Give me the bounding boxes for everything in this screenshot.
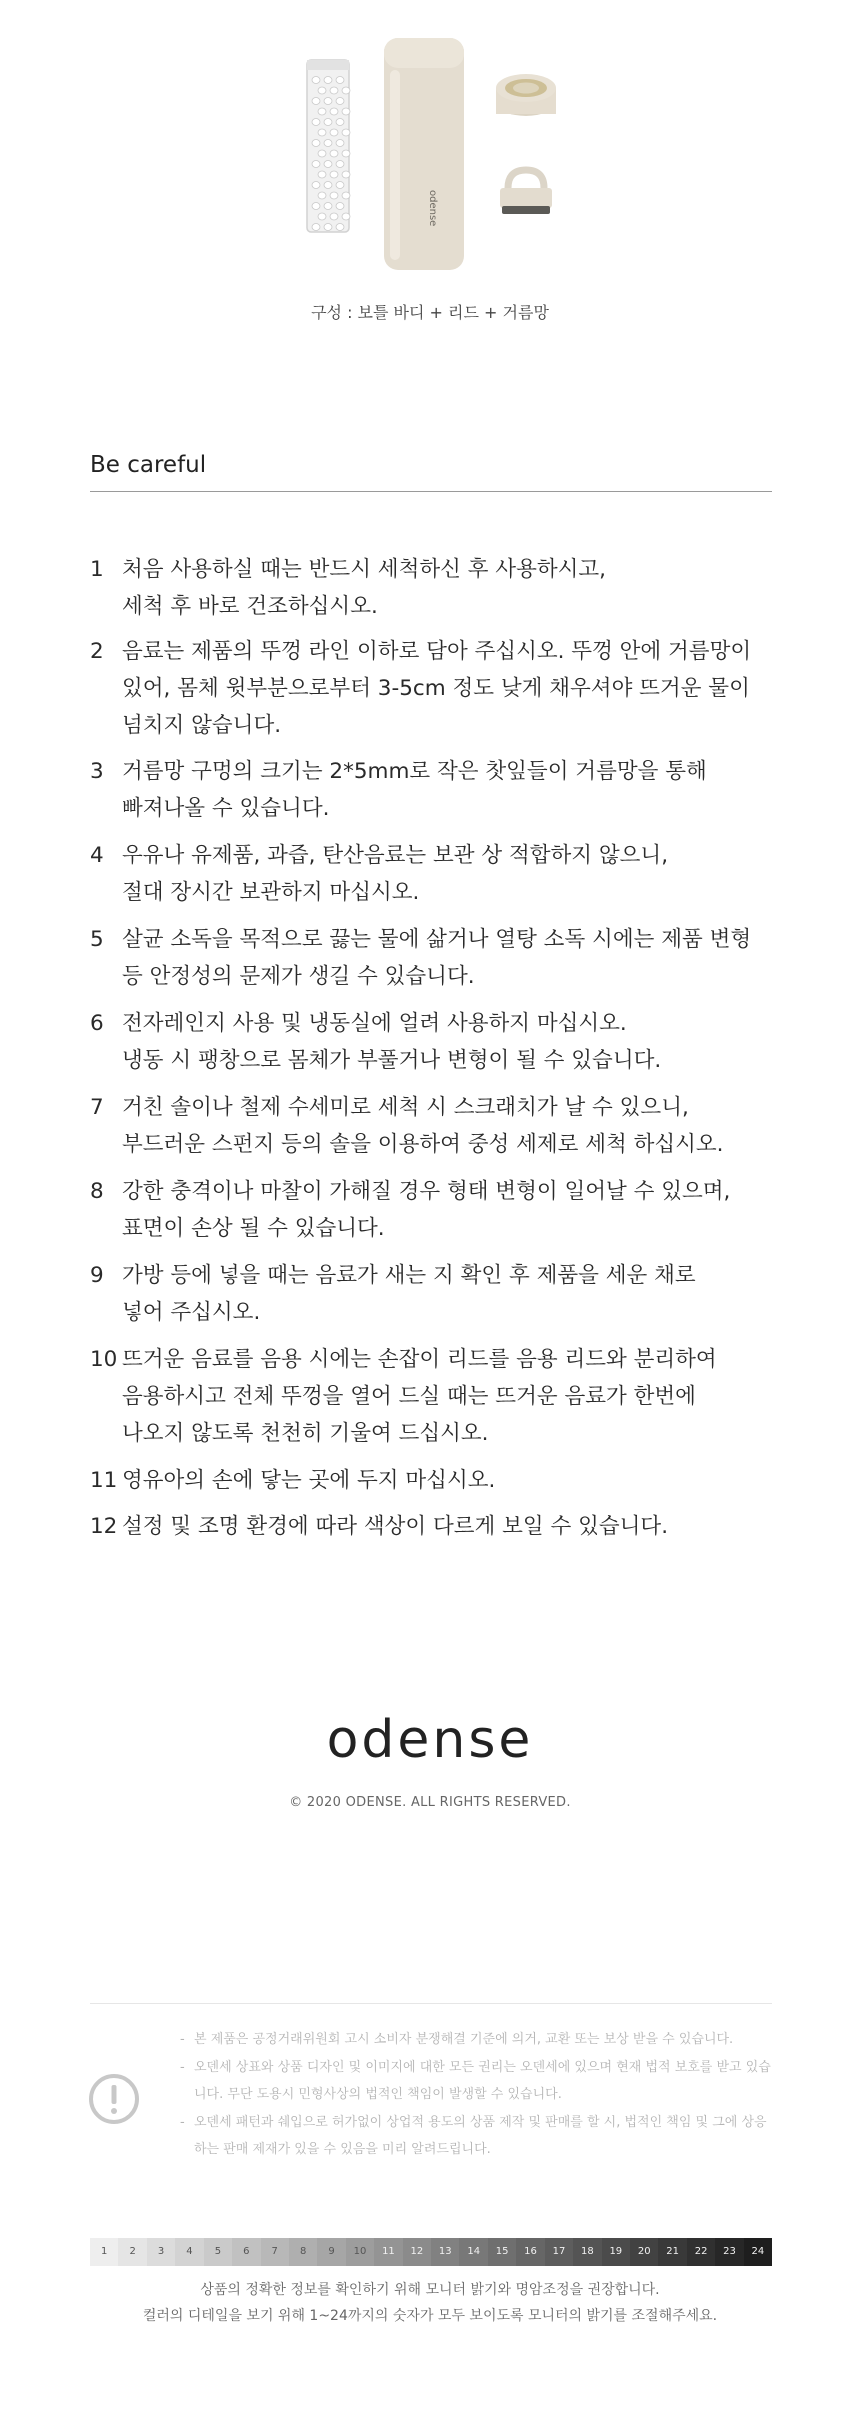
copyright-text: © 2020 ODENSE. ALL RIGHTS RESERVED. [289,1795,571,1810]
notice-item: - 오덴세 패턴과 쉐입으로 허가없이 상업적 용도의 상품 제작 및 판매를 할 시, 법적인 책임 및 그에 상응하는 판매 제재가 있을 수 있음을 미리 알려드립니다. [180,2109,775,2164]
caution-item-text: 우유나 유제품, 과즙, 탄산음료는 보관 상 적합하지 않으니, 절대 장시간 보관하지 마십시오. [122,843,669,905]
caution-item-number: 5 [90,927,104,952]
brightness-scale [90,2238,772,2266]
scale-note-line2: 컬러의 디테일을 보기 위해 1~24까지의 숫자가 모두 보이도록 모니터의 밝기를 조절해주세요. [142,2308,718,2324]
scale-cell-18: 18 [573,2238,601,2266]
caution-item-number: 12 [90,1514,118,1539]
scale-cell-3: 3 [147,2238,175,2266]
scale-cell-21: 21 [658,2238,686,2266]
caution-item-text: 영유아의 손에 닿는 곳에 두지 마십시오. [122,1468,496,1493]
caution-item-text: 거름망 구멍의 크기는 2*5mm로 작은 찻잎들이 거름망을 통해 빠져나올 수 있습니다. [122,759,707,821]
scale-cell-22: 22 [687,2238,715,2266]
caution-item-number: 11 [90,1468,118,1493]
lid-illustration [496,74,556,116]
scale-cell-20: 20 [630,2238,658,2266]
handle-lid-illustration [500,170,552,214]
caution-item-text: 거친 솔이나 철제 수세미로 세척 시 스크래치가 날 수 있으니, 부드러운 스펀지 등의 솔을 이용하여 중성 세제로 세척 하십시오. [122,1095,724,1157]
caution-divider [90,491,772,492]
scale-cell-17: 17 [545,2238,573,2266]
scale-cell-6: 6 [232,2238,260,2266]
notice-list [180,2026,775,2164]
scale-cell-16: 16 [516,2238,544,2266]
scale-cell-15: 15 [488,2238,516,2266]
scale-cell-24: 24 [744,2238,772,2266]
scale-note-line1: 상품의 정확한 정보를 확인하기 위해 모니터 밝기와 명암조정을 권장합니다. [200,2282,660,2298]
caution-item-number: 1 [90,557,104,582]
scale-cell-4: 4 [175,2238,203,2266]
caution-item-text: 음료는 제품의 뚜껑 라인 이하로 담아 주십시오. 뚜껑 안에 거름망이 있어, 몸체 윗부분으로부터 3-5cm 정도 낮게 채우셔야 뜨거운 물이 넘치지 않습니다. [122,639,752,738]
caution-item-text: 설정 및 조명 환경에 따라 색상이 다르게 보일 수 있습니다. [122,1514,669,1539]
scale-cell-23: 23 [715,2238,743,2266]
brand-logo: odense [326,1710,534,1770]
scale-cell-12: 12 [403,2238,431,2266]
scale-cell-14: 14 [459,2238,487,2266]
scale-cell-1: 1 [90,2238,118,2266]
strainer-illustration [307,60,350,232]
scale-cell-2: 2 [118,2238,146,2266]
caution-item-text: 뜨거운 음료를 음용 시에는 손잡이 리드를 음용 리드와 분리하여 음용하시고 전체 뚜껑을 열어 드실 때는 뜨거운 음료가 한번에 나오지 않도록 천천히 기울여 드십시오. [122,1347,717,1446]
caution-item-text: 처음 사용하실 때는 반드시 세척하신 후 사용하시고, 세척 후 바로 건조하십시오. [122,557,606,619]
caution-item-text: 가방 등에 넣을 때는 음료가 새는 지 확인 후 제품을 세운 채로 넣어 주십시오. [122,1263,696,1325]
bottle-body-illustration [384,38,464,270]
product-photo [0,0,860,290]
scale-cell-5: 5 [204,2238,232,2266]
scale-cell-13: 13 [431,2238,459,2266]
caution-item-number: 8 [90,1179,104,1204]
scale-cell-7: 7 [261,2238,289,2266]
scale-cell-9: 9 [317,2238,345,2266]
caution-item-number: 2 [90,639,104,664]
scale-cell-10: 10 [346,2238,374,2266]
caution-item-number: 10 [90,1347,118,1372]
caution-item-number: 9 [90,1263,104,1288]
notice-divider [90,2003,772,2004]
caution-item-number: 3 [90,759,104,784]
caution-item-text: 전자레인지 사용 및 냉동실에 얼려 사용하지 마십시오. 냉동 시 팽창으로 몸체가 부풀거나 변형이 될 수 있습니다. [122,1011,662,1073]
notice-item: - 오덴세 상표와 상품 디자인 및 이미지에 대한 모든 권리는 오덴세에 있으며 현재 법적 보호를 받고 있습니다. 무단 도용시 민형사상의 법적인 책임이 발생할 수 있습니다. [180,2054,775,2109]
bottle-logo: odense [427,190,438,227]
product-caption: 구성 : 보틀 바디 + 리드 + 거름망 [311,303,549,322]
scale-cell-8: 8 [289,2238,317,2266]
scale-cell-11: 11 [374,2238,402,2266]
caution-item-number: 7 [90,1095,104,1120]
caution-item-number: 4 [90,843,104,868]
caution-item-text: 살균 소독을 목적으로 끓는 물에 삶거나 열탕 소독 시에는 제품 변형 등 안정성의 문제가 생길 수 있습니다. [122,927,752,989]
caution-item-text: 강한 충격이나 마찰이 가해질 경우 형태 변형이 일어날 수 있으며, 표면이 손상 될 수 있습니다. [122,1179,731,1241]
caution-title: Be careful [90,452,207,478]
notice-item: - 본 제품은 공정거래위원회 고시 소비자 분쟁해결 기준에 의거, 교환 또는 보상 받을 수 있습니다. [180,2026,775,2054]
caution-item-number: 6 [90,1011,104,1036]
scale-cell-19: 19 [602,2238,630,2266]
exclamation-icon [88,2073,140,2125]
